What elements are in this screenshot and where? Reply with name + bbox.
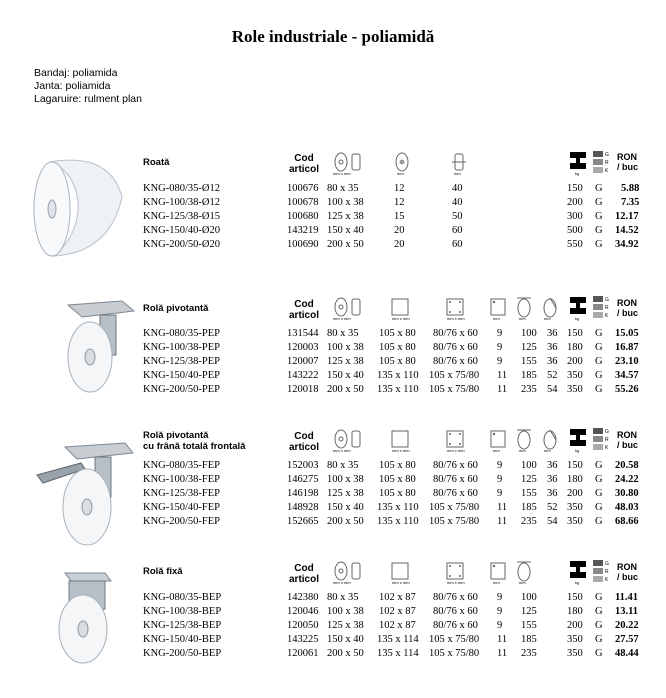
table-row: KNG-125/38-Ø15 100680 125 x 38 15 50 300 G 12.17 — [143, 211, 639, 222]
wheel-dimension-icon — [330, 429, 366, 453]
spec-bandaj: Bandaj: poliamida — [34, 67, 118, 79]
table-row: KNG-100/38-Ø12 100678 100 x 38 12 40 200 G 7.35 — [143, 197, 640, 208]
table-row: KNG-150/40-BEP 143225 150 x 40 135 x 114 105 x 75/80 11 185 350 G 27.57 — [143, 634, 639, 645]
svg-text:mm: mm — [493, 448, 500, 453]
total-height-icon — [515, 296, 535, 321]
svg-text:kg: kg — [575, 580, 580, 585]
table-row: KNG-200/50-PEP 120018 200 x 50 135 x 110 105 x 75/80 11 235 54 350 G 55.26 — [143, 384, 639, 395]
header-cod-articol: Cod articol — [288, 431, 319, 453]
table-row: KNG-150/40-PEP 143222 150 x 40 135 x 110 105 x 75/80 11 185 52 350 G 34.57 — [143, 370, 639, 381]
load-capacity-icon — [567, 295, 589, 321]
hub-diameter-icon — [392, 152, 412, 176]
table-row: KNG-080/35-PEP 131544 80 x 35 105 x 80 80/76 x 60 9 100 36 150 G 15.05 — [143, 328, 639, 339]
wheel-dimension-icon — [330, 152, 366, 176]
table-row: KNG-100/38-FEP 146275 100 x 38 105 x 80 80/76 x 60 9 125 36 180 G 24.22 — [143, 474, 639, 485]
header-cod-articol: Cod articol — [288, 299, 319, 321]
table-row: KNG-125/38-FEP 146198 125 x 38 105 x 80 80/76 x 60 9 155 36 200 G 30.80 — [143, 488, 639, 499]
svg-text:mm x mm: mm x mm — [333, 316, 351, 321]
swivel-caster-photo — [60, 295, 140, 395]
hole-spacing-icon — [444, 561, 468, 585]
total-height-icon — [515, 428, 535, 453]
svg-text:mm x mm: mm x mm — [392, 316, 410, 321]
section-label: Rolă pivotantă — [143, 303, 209, 314]
header-ron-buc: RON / buc — [617, 430, 639, 450]
page-title: Role industriale - poliamidă — [231, 27, 435, 46]
table-row: KNG-125/38-BEP 120050 125 x 38 102 x 87 80/76 x 60 9 155 200 G 20.22 — [143, 620, 639, 631]
spec-janta: Janta: poliamida — [34, 80, 111, 92]
swivel-offset-icon — [540, 296, 560, 321]
tread-type-icon — [591, 294, 611, 322]
hole-diameter-icon — [489, 429, 507, 453]
load-capacity-icon — [567, 559, 589, 585]
svg-text:R: R — [605, 160, 609, 166]
tread-type-icon — [591, 426, 611, 454]
table-row: KNG-200/50-BEP 120061 200 x 50 135 x 114 105 x 75/80 11 235 350 G 48.44 — [143, 648, 639, 659]
svg-text:mm: mm — [397, 171, 404, 176]
spec-lagaruire: Lagaruire: rulment plan — [34, 93, 142, 105]
plate-size-icon — [389, 561, 413, 585]
svg-text:R: R — [605, 569, 609, 575]
svg-text:K: K — [605, 577, 609, 583]
table-row: KNG-200/50-Ø20 100690 200 x 50 20 60 550 G 34.92 — [143, 239, 639, 250]
svg-text:mm: mm — [544, 316, 551, 321]
header-cod-articol: Cod articol — [288, 563, 319, 585]
table-row: KNG-080/35-FEP 152003 80 x 35 105 x 80 80/76 x 60 9 100 36 150 G 20.58 — [143, 460, 639, 471]
hole-diameter-icon — [489, 297, 507, 321]
table-row: KNG-100/38-PEP 120003 100 x 38 105 x 80 80/76 x 60 9 125 36 180 G 16.87 — [143, 342, 639, 353]
total-height-icon — [515, 560, 535, 585]
svg-text:G: G — [605, 152, 609, 158]
svg-text:K: K — [605, 168, 609, 174]
tread-type-icon — [591, 149, 611, 177]
header-cod-articol: Cod articol — [288, 153, 319, 175]
svg-text:R: R — [605, 437, 609, 443]
svg-text:mm x mm: mm x mm — [333, 448, 351, 453]
table-row: KNG-150/40-Ø20 143219 150 x 40 20 60 500 G 14.52 — [143, 225, 639, 236]
header-ron-buc: RON / buc — [617, 152, 639, 172]
svg-text:mm x mm: mm x mm — [447, 580, 465, 585]
hub-width-icon — [449, 152, 469, 176]
wheel-dimension-icon — [330, 561, 366, 585]
svg-text:G: G — [605, 561, 609, 567]
svg-text:K: K — [605, 313, 609, 319]
svg-text:mm: mm — [519, 580, 526, 585]
section-label: Rolă pivotantă cu frână totală frontală — [143, 430, 246, 452]
hole-spacing-icon — [444, 297, 468, 321]
wheel-photo — [30, 152, 130, 262]
braked-caster-photo — [35, 437, 135, 549]
svg-text:kg: kg — [575, 171, 580, 176]
table-row: KNG-200/50-FEP 152665 200 x 50 135 x 110 105 x 75/80 11 235 54 350 G 68.66 — [143, 516, 639, 527]
svg-text:mm: mm — [454, 171, 461, 176]
table-row: KNG-080/35-Ø12 100676 80 x 35 12 40 150 G 5.88 — [143, 183, 640, 194]
wheel-dimension-icon — [330, 297, 366, 321]
plate-size-icon — [389, 429, 413, 453]
section-label: Rolă fixă — [143, 566, 183, 577]
svg-text:K: K — [605, 445, 609, 451]
hole-diameter-icon — [489, 561, 507, 585]
load-capacity-icon — [567, 427, 589, 453]
svg-text:mm: mm — [493, 580, 500, 585]
table-row: KNG-125/38-PEP 120007 125 x 38 105 x 80 80/76 x 60 9 155 36 200 G 23.10 — [143, 356, 639, 367]
plate-size-icon — [389, 297, 413, 321]
svg-text:mm x mm: mm x mm — [333, 580, 351, 585]
svg-text:mm: mm — [519, 316, 526, 321]
svg-text:mm x mm: mm x mm — [333, 171, 351, 176]
spec-list — [34, 67, 142, 106]
section-label: Roată — [143, 157, 170, 168]
fixed-caster-photo — [45, 567, 125, 667]
load-capacity-icon — [567, 150, 589, 176]
svg-text:mm x mm: mm x mm — [447, 316, 465, 321]
svg-text:mm: mm — [493, 316, 500, 321]
svg-text:kg: kg — [575, 448, 580, 453]
svg-text:mm x mm: mm x mm — [392, 580, 410, 585]
svg-text:G: G — [605, 429, 609, 435]
table-row: KNG-150/40-FEP 148928 150 x 40 135 x 110 105 x 75/80 11 185 52 350 G 48.03 — [143, 502, 639, 513]
table-row: KNG-080/35-BEP 142380 80 x 35 102 x 87 80/76 x 60 9 100 150 G 11.41 — [143, 592, 639, 603]
header-ron-buc: RON / buc — [617, 298, 639, 318]
hole-spacing-icon — [444, 429, 468, 453]
svg-text:R: R — [605, 305, 609, 311]
svg-text:mm x mm: mm x mm — [447, 448, 465, 453]
header-ron-buc: RON / buc — [617, 562, 639, 582]
svg-text:mm: mm — [544, 448, 551, 453]
svg-text:mm x mm: mm x mm — [392, 448, 410, 453]
svg-text:mm: mm — [519, 448, 526, 453]
svg-text:G: G — [605, 297, 609, 303]
tread-type-icon — [591, 558, 611, 586]
table-row: KNG-100/38-BEP 120046 100 x 38 102 x 87 80/76 x 60 9 125 180 G 13.11 — [143, 606, 639, 617]
svg-text:kg: kg — [575, 316, 580, 321]
swivel-offset-icon — [540, 428, 560, 453]
